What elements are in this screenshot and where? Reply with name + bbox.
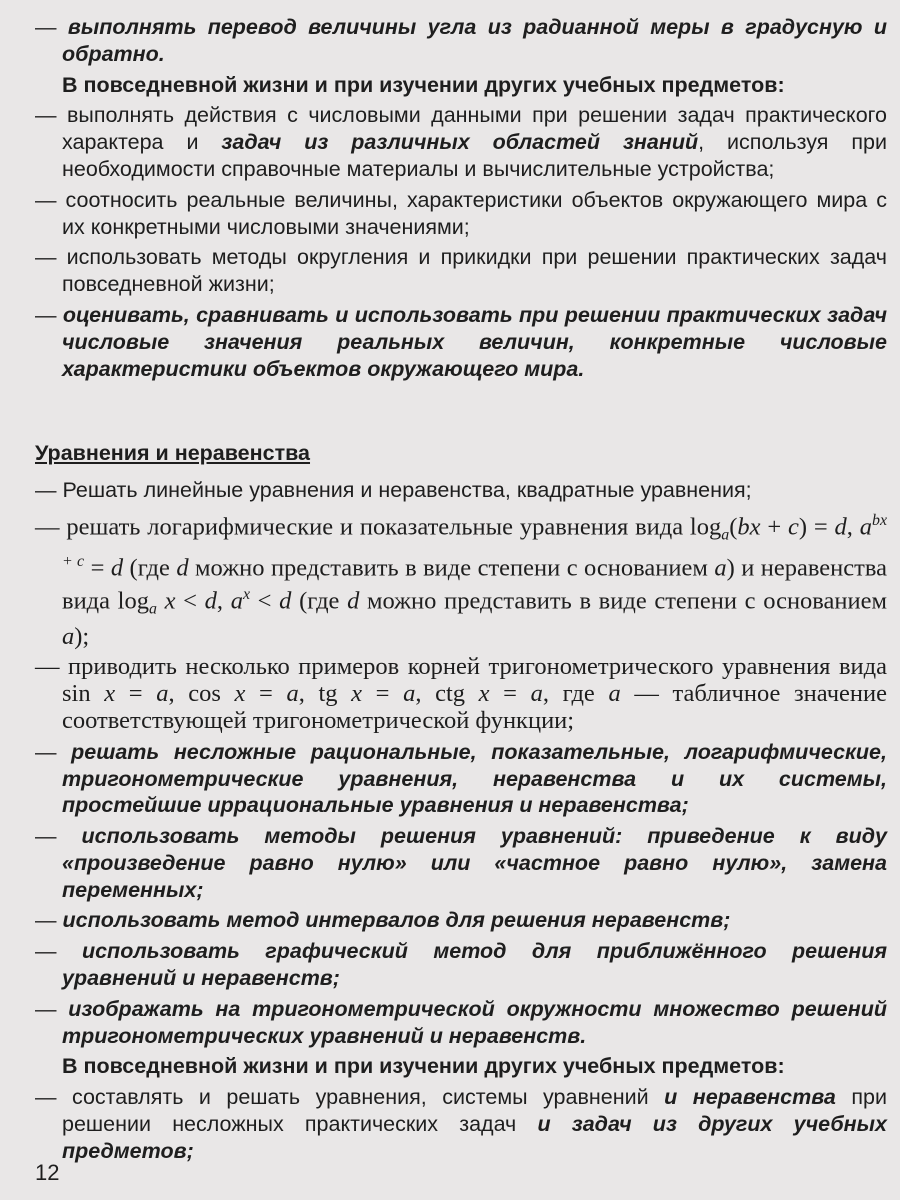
page-body [35,14,887,1165]
list-item [35,938,887,992]
text-segment: d [834,513,847,541]
text-segment: , используя при необходимости справочные материалы и вычислительные устройства; [62,130,887,181]
text-segment: ); [74,622,90,650]
list-item [35,102,887,182]
list-item [35,302,887,382]
text-segment: a [62,622,75,650]
text-segment: bx [737,513,761,541]
text-segment: d [176,554,189,582]
text-segment: < [250,587,280,615]
text-segment: c [788,513,799,541]
italic-text: использовать графический метод для приближённого решения уравнений и неравенств; [62,939,887,991]
italic-text: задач из различных областей знаний [221,130,699,155]
text-segment: — решать логарифмические и показательные уравнения вида log [35,513,722,541]
text-segment: x [104,680,116,708]
text-segment: (где [123,554,177,582]
italic-text: изображать на тригонометрической окружности множество решений тригонометрических уравнений и неравенств. [62,996,887,1048]
text-segment: = [84,554,111,582]
text-segment: = [362,680,404,708]
italic-text: использовать метод интервалов для решения неравенств; [62,908,731,933]
text-segment: — [35,824,82,849]
italic-text: и неравенства [664,1085,836,1110]
text-segment: d [204,587,217,615]
text-segment: — соотносить реальные величины, характеристики объектов окружающего мира с их конкретными числовыми значениями; [35,187,887,239]
text-segment: В повседневной жизни и при изучении других учебных предметов: [62,72,785,97]
page-number: 12 [35,1160,60,1185]
text-segment: a [859,513,872,541]
text-segment: a [608,680,621,708]
text-segment: — табличное значение соответствующей тригонометрической функции; [62,680,887,734]
list-item [35,14,887,68]
section-heading [35,440,887,467]
list-item [35,508,887,650]
italic-text: использовать методы решения уравнений: приведение к виду «произведение равно нулю» или «частное равно нулю», замена переменных; [62,824,887,902]
text-segment: — [35,15,68,39]
text-segment: — [35,908,63,933]
text-segment: — [35,939,82,964]
text-segment: при решении несложных практических задач [62,1085,887,1137]
text-segment: a [286,680,299,708]
list-item [35,244,887,298]
subsection-heading [35,72,887,99]
text-segment: d [279,587,292,615]
list-item [35,1084,887,1164]
text-segment: — [35,996,69,1021]
text-segment: a [156,680,169,708]
formula-index: a [149,600,157,618]
italic-text: выполнять перевод величины угла из радианной меры в градусную и обратно. [62,15,887,66]
text-segment: a [530,680,543,708]
list-item [35,907,887,934]
formula-index: x [242,586,251,604]
text-segment: ) и неравенства вида log [62,554,887,615]
text-segment: — приводить несколько примеров корней тригонометрического уравнения вида sin [35,653,887,708]
text-segment: a [230,587,243,615]
text-segment: (где [291,587,348,615]
text-segment: x [234,680,246,708]
text-segment: — составлять и решать уравнения, системы уравнений [35,1085,665,1110]
text-segment: — выполнять действия с числовыми данными при решении задач практического характера и [35,103,887,155]
text-segment: , [216,587,231,615]
formula-index: bx + c [62,511,888,571]
text-segment: , ctg [415,680,479,708]
formula-index: a [721,526,730,544]
text-segment: , cos [168,680,235,708]
list-item [35,739,887,819]
text-segment: < [175,587,205,615]
text-segment: a [403,680,416,708]
list-item [35,187,887,241]
text-segment: + [760,513,788,541]
text-segment: В повседневной жизни и при изучении других учебных предметов: [62,1054,785,1079]
text-segment: x [351,680,363,708]
text-segment: — использовать методы округления и прикидки при решении практических задач повседневной жизни; [35,245,887,297]
text-segment: — [35,302,63,327]
subsection-heading [35,1053,887,1080]
list-item [35,654,887,734]
italic-text: и задач из других учебных предметов; [62,1112,887,1163]
italic-text: оценивать, сравнивать и использовать при решении практических задач числовые значения реальных величин, конкретные числовые характеристики объектов окружающего мира. [62,302,887,381]
text-segment: = [245,680,287,708]
text-segment: x [478,680,490,708]
text-segment: можно представить в виде степени с основанием [188,554,715,582]
text-segment: можно представить в виде степени с основанием [359,587,888,615]
italic-text: решать несложные рациональные, показательные, логарифмические, тригонометрические уравнения, неравенства и их системы, простейшие иррациональные уравнения и неравенства; [62,739,887,818]
text-segment: d [347,587,360,615]
text-segment: = [115,680,157,708]
text-segment: , [846,513,860,541]
text-segment: d [110,554,124,582]
text-segment: — Решать линейные уравнения и неравенства, квадратные уравнения; [35,478,752,503]
text-segment: , tg [298,680,352,708]
text-segment: — [35,739,72,764]
text-segment [157,588,165,615]
text-segment: ( [729,513,738,541]
list-item [35,477,887,504]
list-item [35,823,887,903]
text-segment: Уравнения и неравенства [35,441,311,466]
text-segment: = [489,680,531,708]
text-segment: , где [542,680,609,708]
text-segment: a [714,554,727,582]
text-segment: x [164,587,176,615]
text-segment: ) = [798,513,835,541]
list-item [35,996,887,1050]
